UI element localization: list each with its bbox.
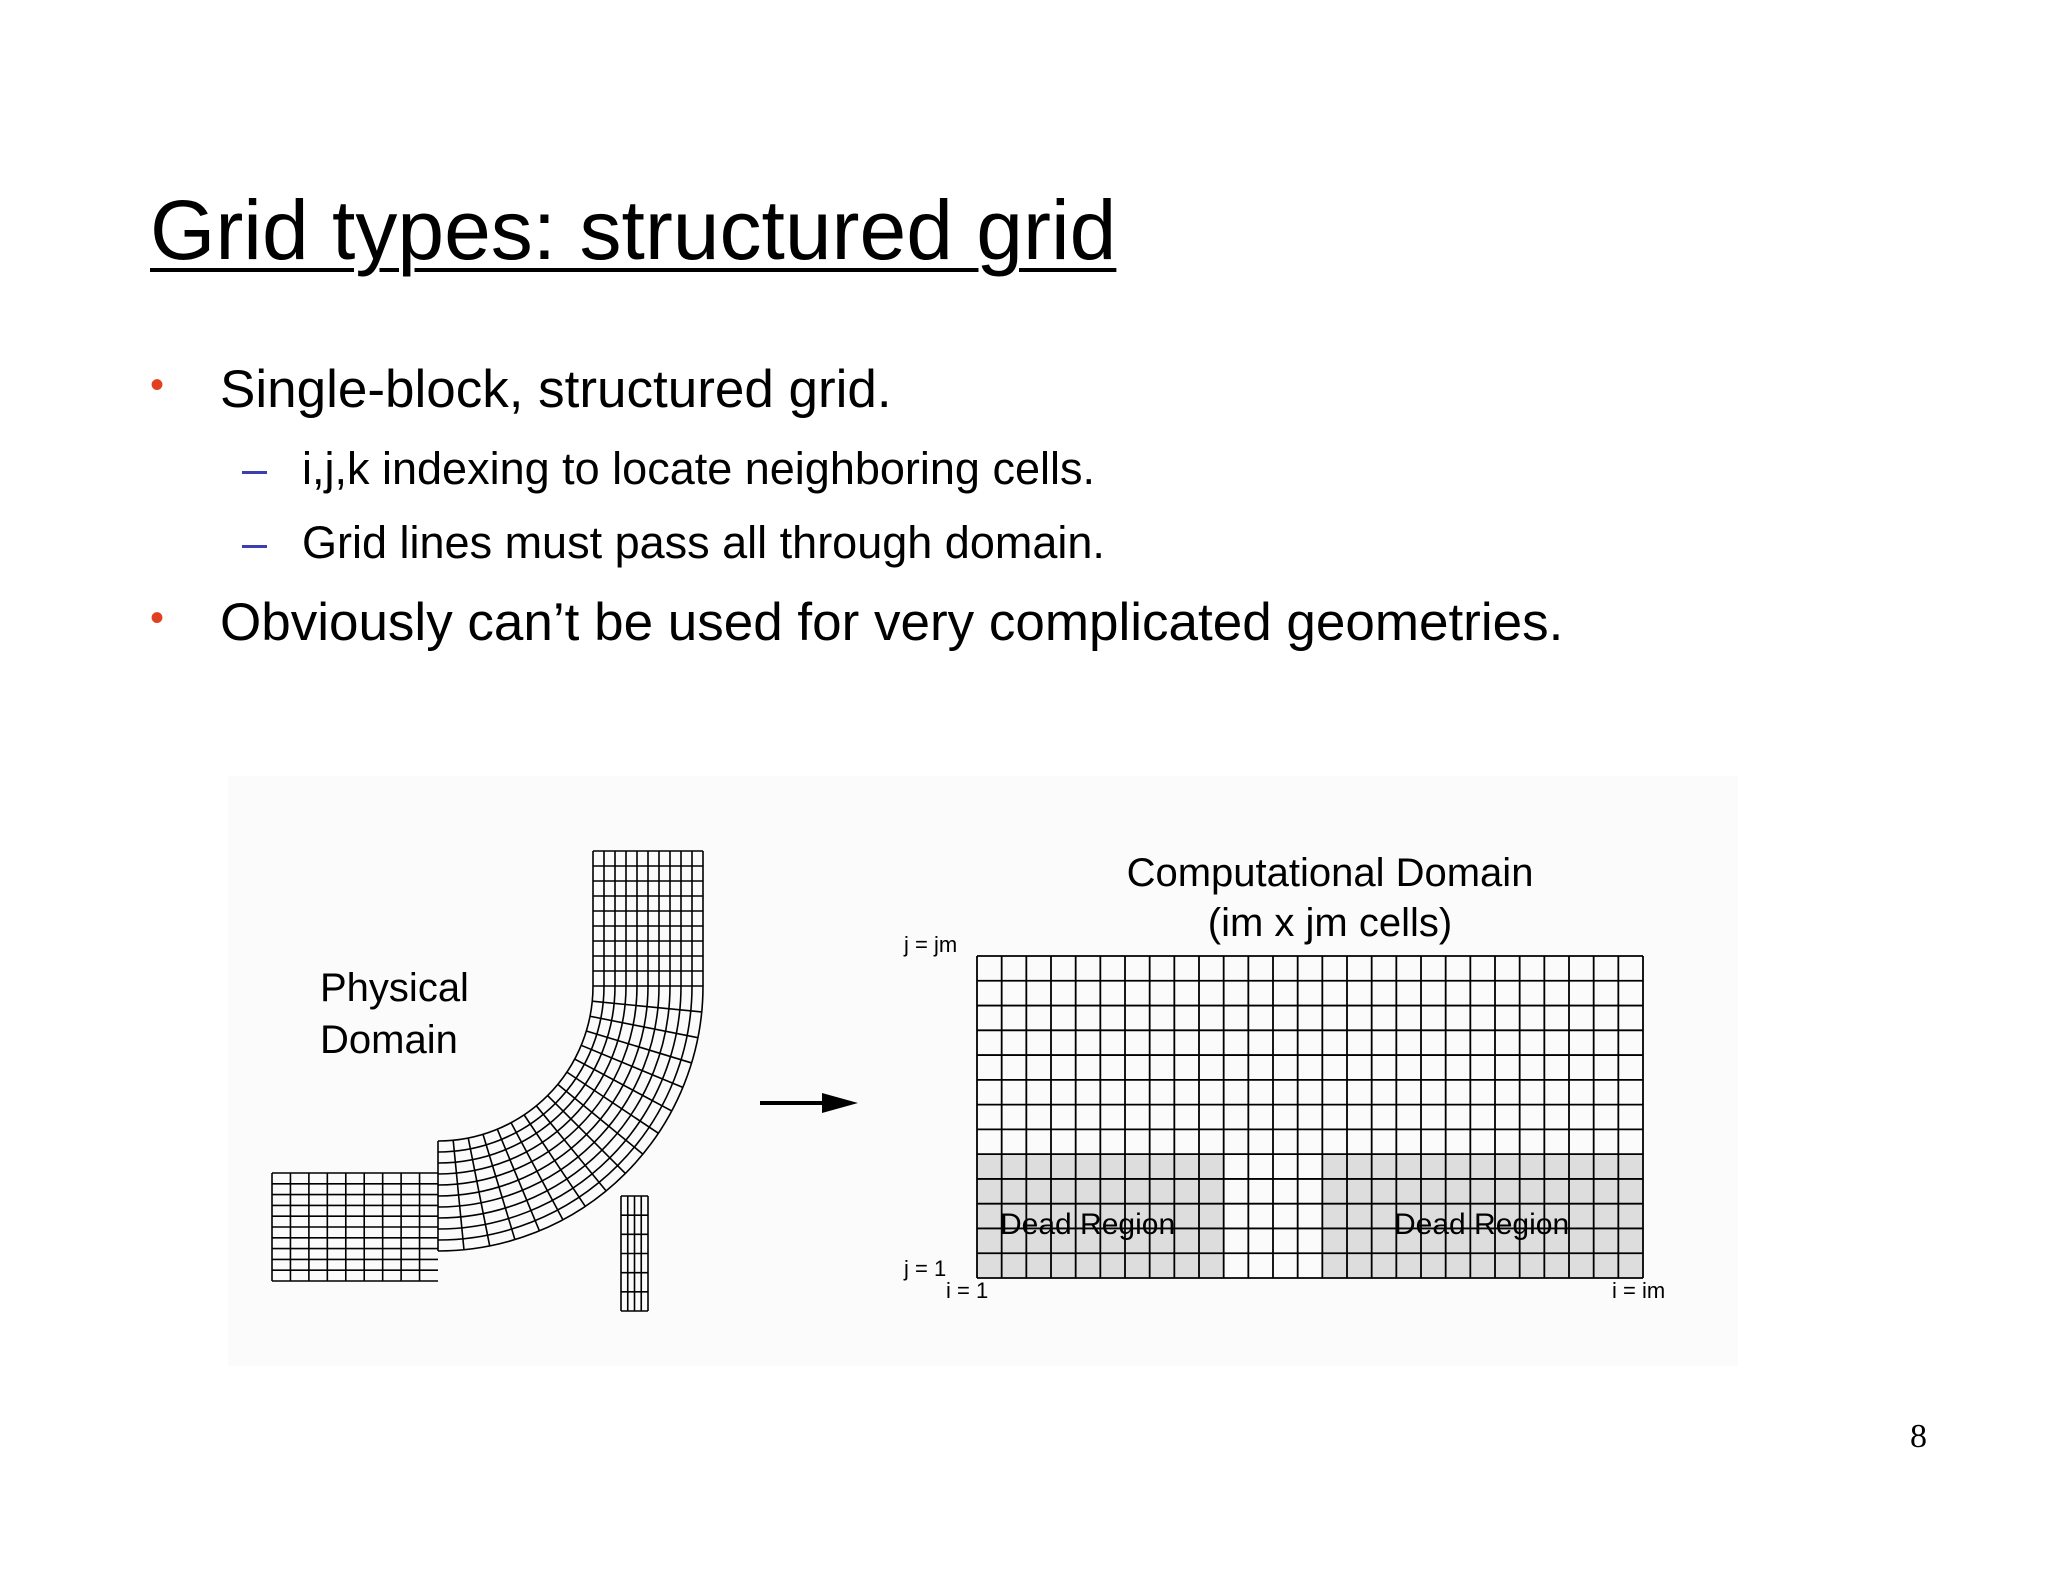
sub-bullet-marker: – <box>242 517 268 568</box>
page-number: 8 <box>1910 1418 1927 1455</box>
bullet-item-1 <box>150 360 892 419</box>
computational-domain-title: Computational Domain <box>1126 851 1534 895</box>
computational-domain-subtitle: (im x jm cells) <box>1207 901 1453 945</box>
slide-title: Grid types: structured grid <box>150 183 1117 277</box>
i-right-label: i = im <box>1612 1278 1666 1303</box>
sub-bullet-item-1 <box>242 443 1095 494</box>
sub-bullet-text: Grid lines must pass all through domain. <box>302 517 1105 568</box>
bullet-marker: • <box>150 596 165 640</box>
sub-bullet-text: i,j,k indexing to locate neighboring cells. <box>302 443 1095 494</box>
bullet-item-2 <box>150 593 1564 652</box>
physical-domain-mesh <box>272 851 703 1311</box>
mapping-arrow <box>760 1093 858 1113</box>
sub-bullet-item-2 <box>242 517 1105 568</box>
j-bottom-label: j = 1 <box>904 1256 947 1281</box>
bullet-marker: • <box>150 363 165 407</box>
i-left-label: i = 1 <box>946 1278 989 1303</box>
dead-region-right-label: Dead Region <box>1394 1208 1570 1241</box>
j-top-label: j = jm <box>904 932 958 957</box>
dead-region-left-label: Dead Region <box>1000 1208 1176 1241</box>
grid-mapping-diagram <box>228 776 1738 1366</box>
sub-bullet-marker: – <box>242 443 268 494</box>
bullet-text: Single-block, structured grid. <box>220 360 892 419</box>
physical-domain-label-line2: Domain <box>320 1018 458 1062</box>
physical-domain-label-line1: Physical <box>320 966 469 1010</box>
grid-mapping-figure <box>228 776 1738 1366</box>
bullet-text: Obviously can’t be used for very complicated geometries. <box>220 593 1564 652</box>
